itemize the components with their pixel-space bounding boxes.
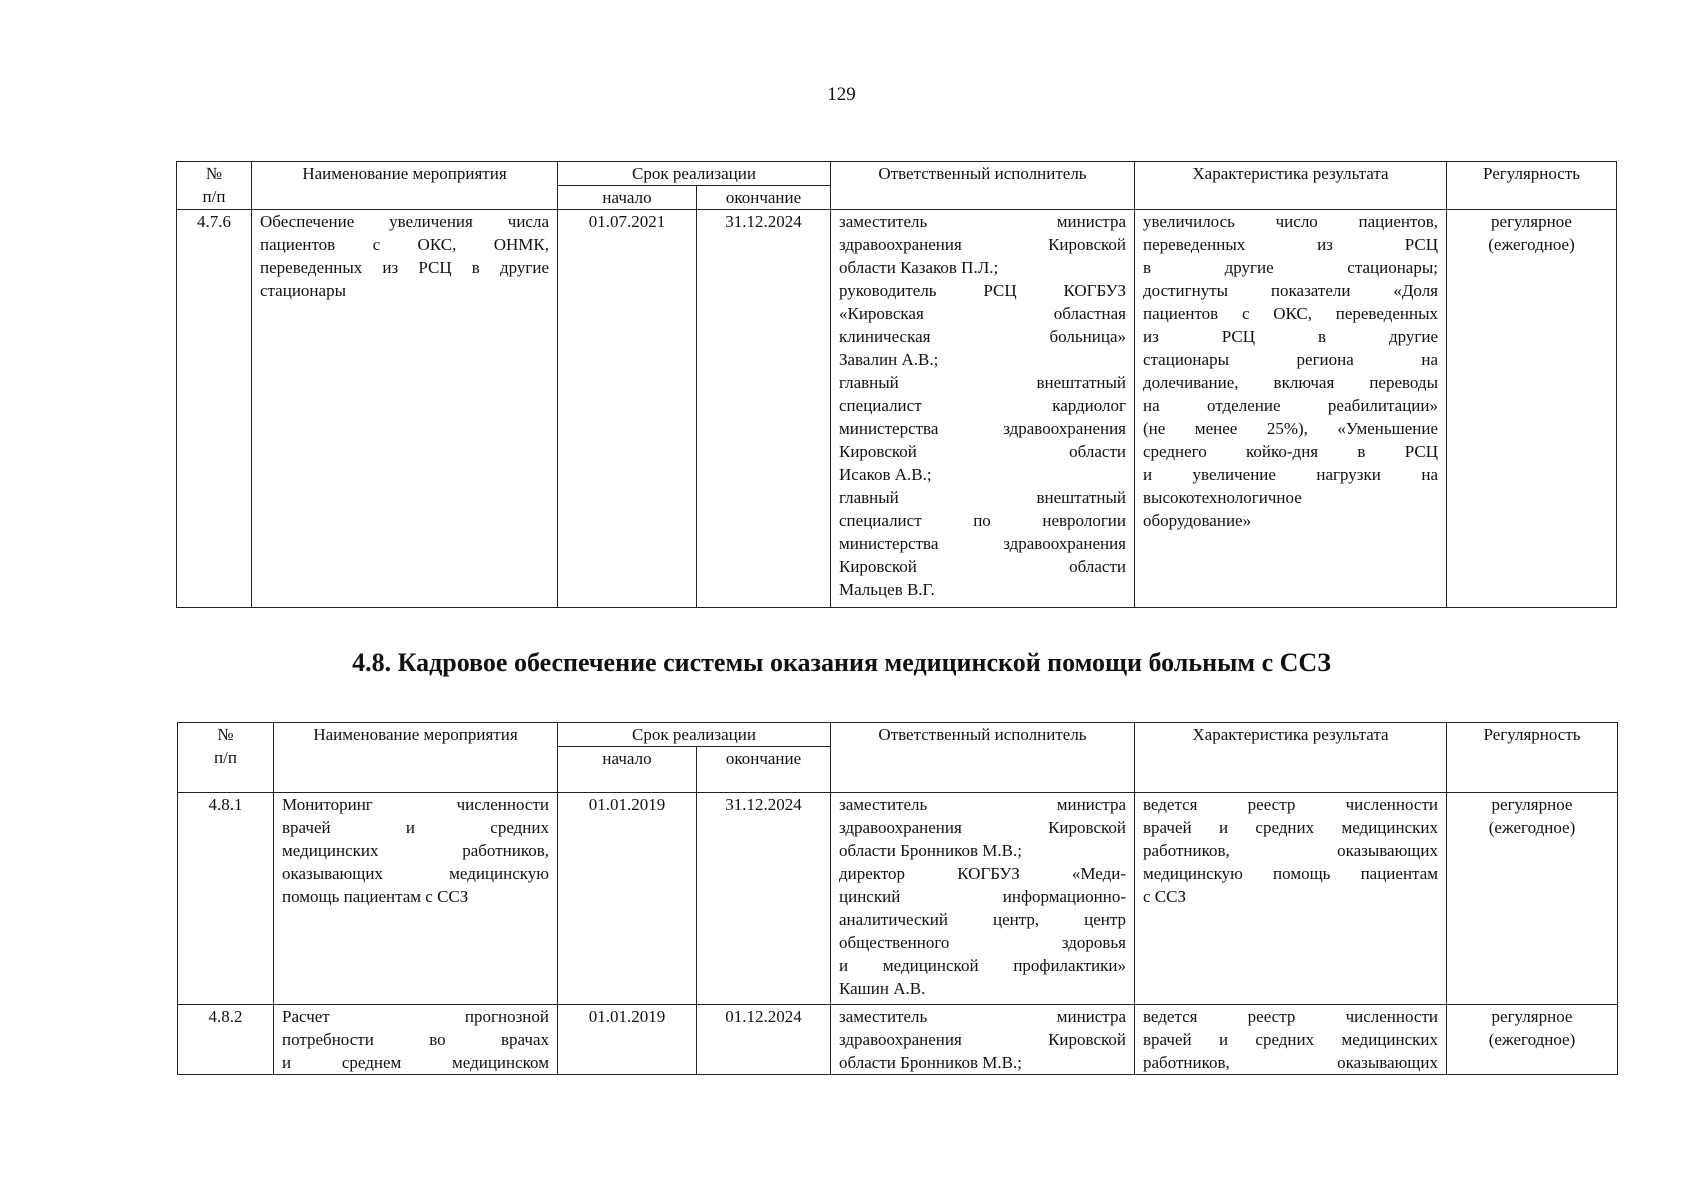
measures-table-4-7: [176, 161, 1617, 608]
name-line: и среднем медицинском: [282, 1053, 549, 1072]
responsible-line: Кировской области: [839, 442, 1126, 461]
header-end: окончание: [697, 186, 831, 210]
regularity-line: (ежегодное): [1488, 235, 1575, 254]
row-start: 01.01.2019: [558, 793, 697, 1005]
result-line: медицинскую помощь пациентам: [1143, 864, 1438, 883]
result-line: из РСЦ в другие: [1143, 327, 1438, 346]
name-line: помощь пациентам с ССЗ: [282, 887, 469, 906]
row-end: 31.12.2024: [697, 210, 831, 608]
name-line: потребности во врачах: [282, 1030, 549, 1049]
header-name: Наименование мероприятия: [252, 162, 558, 210]
responsible-line: общественного здоровья: [839, 933, 1126, 952]
table-row: [178, 793, 1618, 1005]
result-line: ведется реестр численности: [1143, 795, 1438, 814]
name-line: стационары: [260, 281, 346, 300]
row-start: 01.07.2021: [558, 210, 697, 608]
regularity-line: регулярное: [1491, 795, 1573, 814]
header-responsible: Ответственный исполнитель: [831, 723, 1135, 793]
responsible-line: Кашин А.В.: [839, 979, 926, 998]
header-result: Характеристика результата: [1135, 162, 1447, 210]
responsible-line: заместитель министра: [839, 1007, 1126, 1026]
header-term: Срок реализации: [558, 162, 831, 186]
responsible-line: директор КОГБУЗ «Меди-: [839, 864, 1126, 883]
result-line: (не менее 25%), «Уменьшение: [1143, 419, 1438, 438]
header-end: окончание: [697, 747, 831, 793]
table-row: [178, 1005, 1618, 1075]
result-line: в другие стационары;: [1143, 258, 1438, 277]
result-line: увеличилось число пациентов,: [1143, 212, 1438, 231]
header-start: начало: [558, 186, 697, 210]
result-line: переведенных из РСЦ: [1143, 235, 1438, 254]
name-line: оказывающих медицинскую: [282, 864, 549, 883]
row-end: 01.12.2024: [697, 1005, 831, 1075]
row-name: [274, 1005, 558, 1075]
result-line: с ССЗ: [1143, 887, 1186, 906]
table-header-row: [178, 723, 1618, 747]
result-line: стационары региона на: [1143, 350, 1438, 369]
result-line: и увеличение нагрузки на: [1143, 465, 1438, 484]
result-line: на отделение реабилитации»: [1143, 396, 1438, 415]
header-start: начало: [558, 747, 697, 793]
row-num: 4.7.6: [177, 210, 252, 608]
name-line: медицинских работников,: [282, 841, 549, 860]
row-regularity: [1447, 793, 1618, 1005]
row-regularity: [1447, 1005, 1618, 1075]
result-line: среднего койко-дня в РСЦ: [1143, 442, 1438, 461]
header-name: Наименование мероприятия: [274, 723, 558, 793]
responsible-line: здравоохранения Кировской: [839, 818, 1126, 837]
responsible-line: здравоохранения Кировской: [839, 1030, 1126, 1049]
responsible-line: специалист по неврологии: [839, 511, 1126, 530]
row-name: [252, 210, 558, 608]
name-line: Мониторинг численности: [282, 795, 549, 814]
result-line: долечивание, включая переводы: [1143, 373, 1438, 392]
regularity-line: регулярное: [1491, 1007, 1573, 1026]
responsible-line: заместитель министра: [839, 795, 1126, 814]
result-line: врачей и средних медицинских: [1143, 818, 1438, 837]
header-responsible: Ответственный исполнитель: [831, 162, 1135, 210]
result-line: достигнуты показатели «Доля: [1143, 281, 1438, 300]
row-regularity: [1447, 210, 1617, 608]
result-line: оборудование»: [1143, 511, 1252, 530]
row-responsible: [831, 1005, 1135, 1075]
result-line: ведется реестр численности: [1143, 1007, 1438, 1026]
name-line: Расчет прогнозной: [282, 1007, 549, 1026]
header-num: [177, 162, 252, 210]
header-regularity: Регулярность: [1447, 162, 1617, 210]
result-line: врачей и средних медицинских: [1143, 1030, 1438, 1049]
responsible-line: области Казаков П.Л.;: [839, 258, 999, 277]
responsible-line: и медицинской профилактики»: [839, 956, 1126, 975]
header-regularity: Регулярность: [1447, 723, 1618, 793]
regularity-line: регулярное: [1491, 212, 1572, 231]
page-number: 129: [827, 84, 856, 105]
responsible-line: министерства здравоохранения: [839, 534, 1126, 553]
responsible-line: министерства здравоохранения: [839, 419, 1126, 438]
header-num-symbol: №: [217, 725, 234, 744]
header-num-symbol: №: [205, 164, 223, 183]
header-num-abbr: п/п: [214, 748, 237, 767]
responsible-line: области Бронников М.В.;: [839, 841, 1022, 860]
row-result: [1135, 210, 1447, 608]
responsible-line: области Бронников М.В.;: [839, 1053, 1022, 1072]
name-line: пациентов с ОКС, ОНМК,: [260, 235, 549, 254]
row-responsible: [831, 210, 1135, 608]
result-line: работников, оказывающих: [1143, 841, 1438, 860]
row-end: 31.12.2024: [697, 793, 831, 1005]
responsible-line: «Кировская областная: [839, 304, 1126, 323]
result-line: работников, оказывающих: [1143, 1053, 1438, 1072]
result-line: пациентов с ОКС, переведенных: [1143, 304, 1438, 323]
name-line: Обеспечение увеличения числа: [260, 212, 549, 231]
row-start: 01.01.2019: [558, 1005, 697, 1075]
responsible-line: здравоохранения Кировской: [839, 235, 1126, 254]
header-term: Срок реализации: [558, 723, 831, 747]
responsible-line: Исаков А.В.;: [839, 465, 932, 484]
name-line: переведенных из РСЦ в другие: [260, 258, 549, 277]
row-name: [274, 793, 558, 1005]
responsible-line: Завалин А.В.;: [839, 350, 939, 369]
regularity-line: (ежегодное): [1488, 818, 1576, 837]
header-result: Характеристика результата: [1135, 723, 1447, 793]
responsible-line: главный внештатный: [839, 488, 1126, 507]
section-heading: 4.8. Кадровое обеспечение системы оказания медицинской помощи больным с ССЗ: [352, 648, 1331, 677]
table-row: [177, 210, 1617, 608]
row-result: [1135, 793, 1447, 1005]
name-line: врачей и средних: [282, 818, 549, 837]
header-num: [178, 723, 274, 793]
responsible-line: Кировской области: [839, 557, 1126, 576]
responsible-line: аналитический центр, центр: [839, 910, 1126, 929]
result-line: высокотехнологичное: [1143, 488, 1302, 507]
responsible-line: цинский информационно-: [839, 887, 1126, 906]
row-responsible: [831, 793, 1135, 1005]
row-num: 4.8.2: [178, 1005, 274, 1075]
row-result: [1135, 1005, 1447, 1075]
responsible-line: специалист кардиолог: [839, 396, 1126, 415]
row-num: 4.8.1: [178, 793, 274, 1005]
header-num-abbr: п/п: [202, 187, 226, 206]
regularity-line: (ежегодное): [1488, 1030, 1576, 1049]
responsible-line: Мальцев В.Г.: [839, 580, 935, 599]
responsible-line: клиническая больница»: [839, 327, 1126, 346]
responsible-line: главный внештатный: [839, 373, 1126, 392]
responsible-line: руководитель РСЦ КОГБУЗ: [839, 281, 1126, 300]
table-header-row: [177, 162, 1617, 186]
measures-table-4-8: [177, 722, 1618, 1075]
responsible-line: заместитель министра: [839, 212, 1126, 231]
